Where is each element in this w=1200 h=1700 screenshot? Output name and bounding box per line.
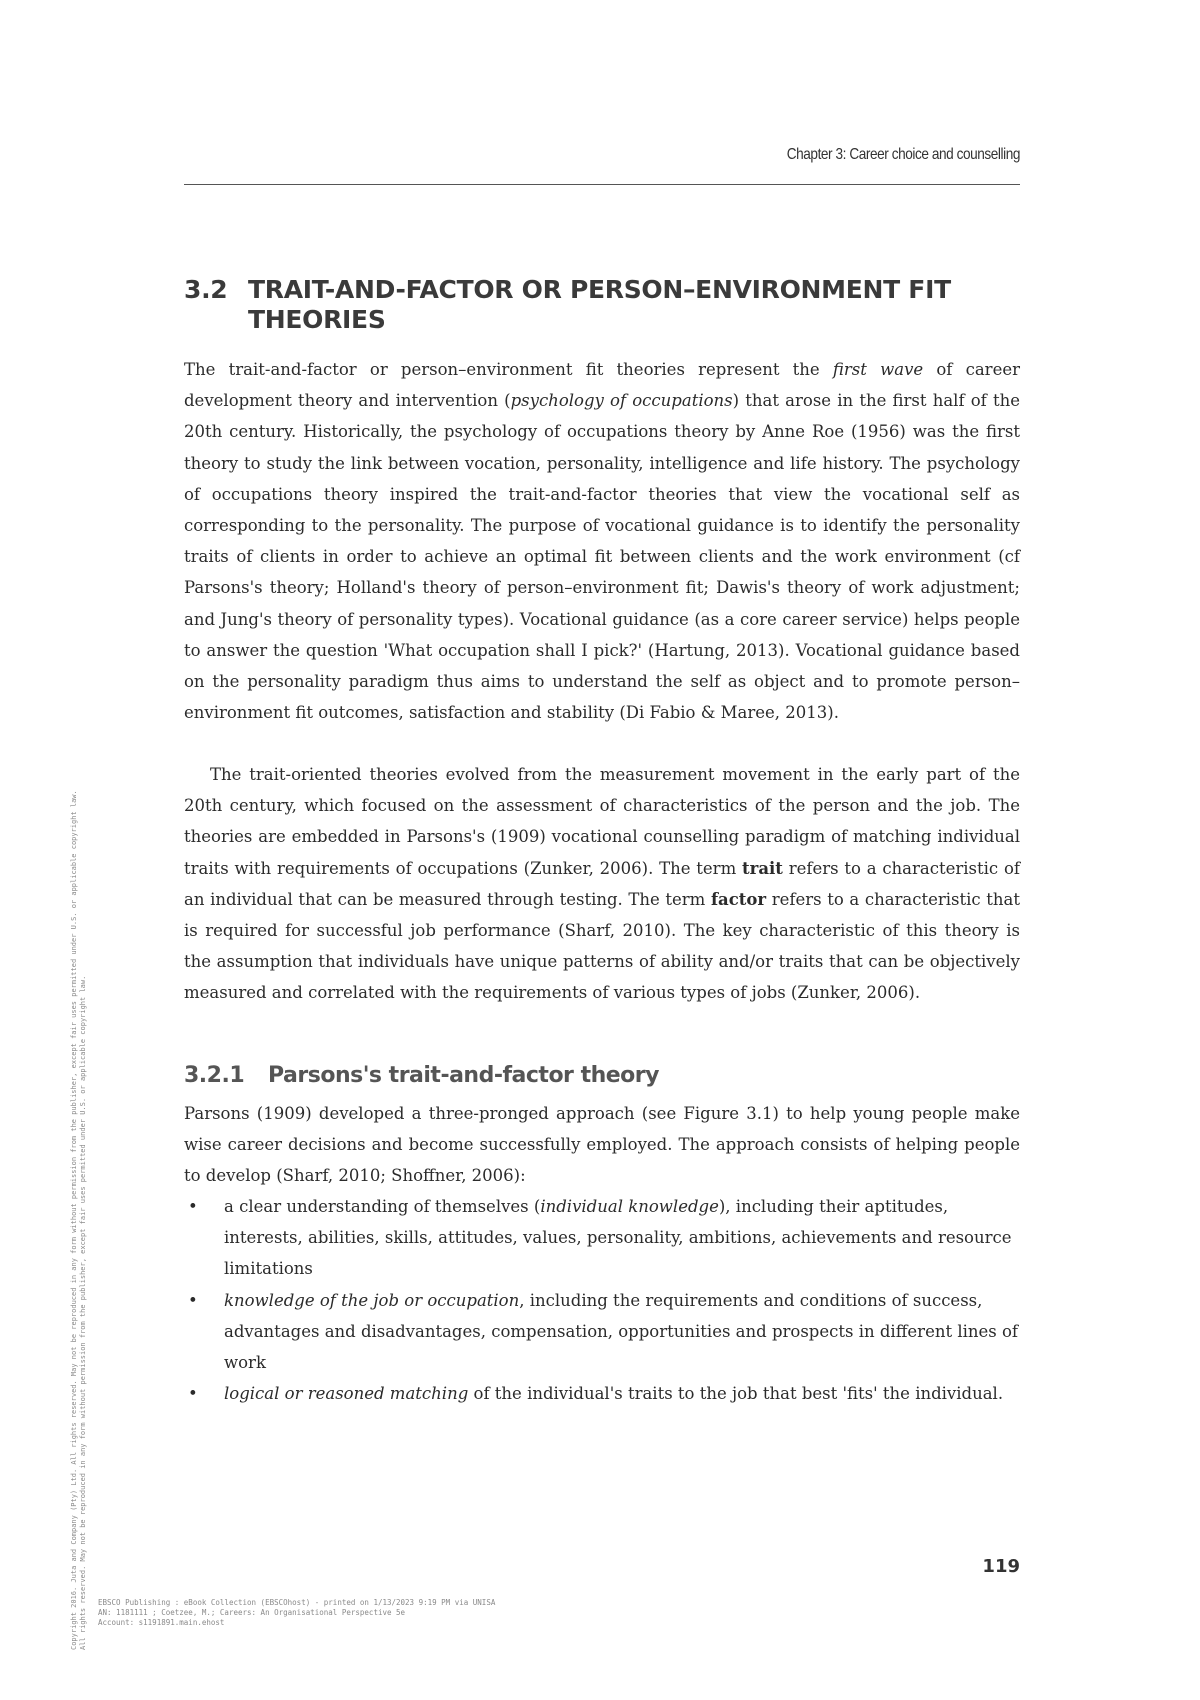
bullet-3-emphasis: logical or reasoned matching bbox=[224, 1384, 469, 1404]
footer-line-1: EBSCO Publishing : eBook Collection (EBSCOhost) - printed on 1/13/2023 9:19 PM via UNISA bbox=[98, 1598, 496, 1607]
paragraph-3 bbox=[184, 1098, 1020, 1192]
bullet-marker: • bbox=[188, 1290, 198, 1310]
subsection-title-text: Parsons's trait-and-factor theory bbox=[268, 1063, 659, 1088]
list-item bbox=[184, 1285, 1020, 1379]
list-item bbox=[184, 1191, 1020, 1285]
running-head: Chapter 3: Career choice and counselling bbox=[786, 146, 1020, 163]
paragraph-2 bbox=[184, 759, 1020, 1009]
bullet-1-text-a: a clear understanding of themselves ( bbox=[224, 1197, 541, 1216]
section-title-text-1: TRAIT-AND-FACTOR OR PERSON–ENVIRONMENT FIT bbox=[248, 275, 951, 304]
paragraph-2-text-a: The trait-oriented theories evolved from the measurement movement in the early part of the 20th century, which focused on the assessment of characteristics of the person and the job. The theories are embedded in Parsons's (1909) vocational counselling paradigm of matching individual traits with requirements of occupations (Zunker, 2006). The term bbox=[184, 765, 1020, 878]
section-title-text-2: THEORIES bbox=[248, 305, 386, 334]
paragraph-3-text: Parsons (1909) developed a three-pronged approach (see Figure 3.1) to help young people make wise career decisions and become successfully employed. The approach consists of helping people to develop (Sharf, 2010; Shoffner, 2006): bbox=[184, 1104, 1020, 1186]
term-trait: trait bbox=[742, 858, 783, 878]
bullet-2-emphasis: knowledge of the job or occupation bbox=[224, 1290, 520, 1310]
emphasis-psychology-of-occupations: psychology of occupations bbox=[510, 391, 733, 411]
bullet-marker: • bbox=[188, 1197, 198, 1216]
paragraph-1 bbox=[184, 354, 1020, 728]
bullet-3-text-b: of the individual's traits to the job that best 'fits' the individual. bbox=[468, 1384, 1004, 1404]
bullet-list bbox=[184, 1191, 1020, 1409]
paragraph-1-text-b: of career development theory and intervention ( bbox=[184, 360, 1020, 411]
copyright-line-1: Copyright 2016. Juta and Company (Pty) Ltd. All rights reserved. May not be reproduced in any form without permission from the publisher, except fair uses permitted under U.S. or applicable copyright law. bbox=[70, 790, 78, 1650]
paragraph-1-text-c: ) that arose in the first half of the 20th century. Historically, the psychology of occupations theory by Anne Roe (1956) was the first theory to study the link between vocation, personality, intelligence and life history. The psychology of occupations theory inspired the trait-and-factor theories that view the vocational self as corresponding to the personality. The purpose of vocational guidance is to identify the personality traits of clients in order to achieve an optimal fit between clients and the work environment (cf Parsons's theory; Holland's theory of person–environment fit; Dawis's theory of work adjustment; and Jung's theory of personality types). Vocational guidance (as a core career service) helps people to answer the question 'What occupation shall I pick?' (Hartung, 2013). Vocational guidance based on the personality paradigm thus aims to understand the self as object and to promote person–environment fit outcomes, satisfaction and stability (Di Fabio & Maree, 2013). bbox=[184, 391, 1020, 723]
paragraph-1-text-a: The trait-and-factor or person–environment fit theories represent the bbox=[184, 360, 833, 379]
copyright-line-2: All rights reserved. May not be reproduced in any form without permission from the publisher, except fair uses permitted under U.S. or applicable copyright law. bbox=[79, 975, 87, 1650]
bullet-2-text-b: , including the requirements and conditions of success, advantages and disadvantages, compensation, opportunities and prospects in different lines of work bbox=[224, 1290, 1019, 1373]
list-item bbox=[184, 1378, 1020, 1409]
section-title-line1 bbox=[184, 275, 1020, 305]
subsection-title bbox=[184, 1063, 659, 1088]
page-number: 119 bbox=[982, 1556, 1020, 1577]
section-title bbox=[184, 275, 1020, 335]
paragraph-2-text-c: refers to a characteristic that is required for successful job performance (Sharf, 2010). The key characteristic of this theory is the assumption that individuals have unique patterns of ability and/or traits that can be objectively measured and correlated with the requirements of various types of jobs (Zunker, 2006). bbox=[184, 889, 1021, 1003]
emphasis-first-wave: first wave bbox=[832, 360, 924, 379]
bullet-marker: • bbox=[188, 1384, 198, 1404]
header-rule bbox=[184, 184, 1020, 185]
subsection-number: 3.2.1 bbox=[184, 1063, 245, 1088]
footer-line-2: AN: 1181111 ; Coetzee, M.; Careers: An Organisational Perspective 5e bbox=[98, 1608, 406, 1617]
term-factor: factor bbox=[710, 889, 767, 909]
copyright-notice bbox=[70, 550, 88, 1650]
paragraph-2-text-b: refers to a characteristic of an individual that can be measured through testing. The term bbox=[184, 858, 1020, 909]
bullet-1-emphasis: individual knowledge bbox=[540, 1197, 719, 1216]
bullet-1-text-b: ), including their aptitudes, interests, abilities, skills, attitudes, values, personality, ambitions, achievements and resource limitations bbox=[224, 1197, 1012, 1279]
ebsco-footer bbox=[98, 1598, 495, 1628]
section-number: 3.2 bbox=[184, 275, 228, 304]
footer-line-3: Account: s1191891.main.ehost bbox=[98, 1618, 225, 1627]
